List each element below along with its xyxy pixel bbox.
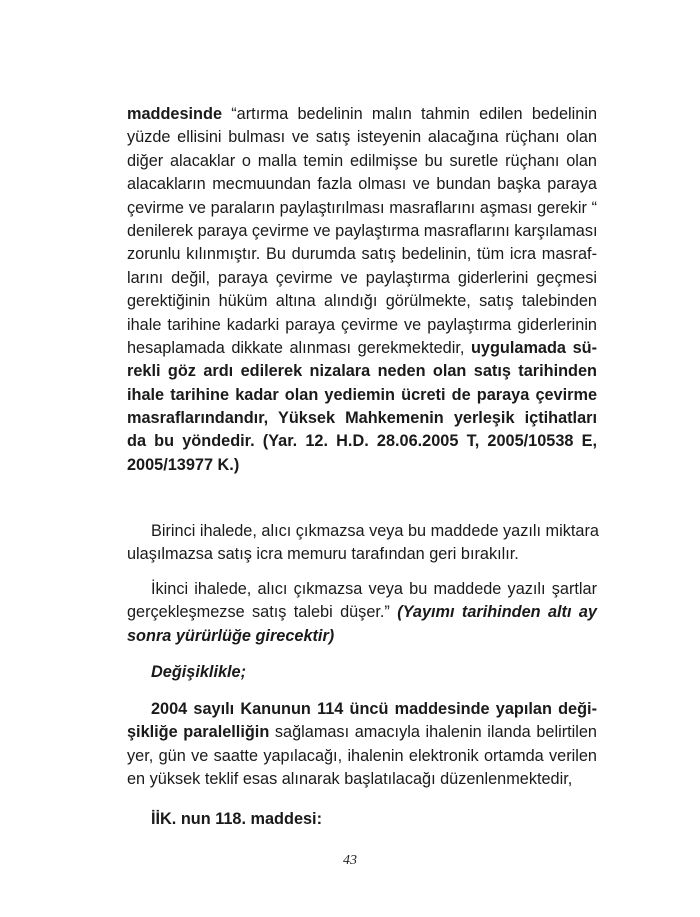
text-line bbox=[127, 601, 597, 624]
text-line bbox=[127, 384, 597, 407]
emphasized-text: (Yayımı tarihinden altı ay bbox=[397, 603, 597, 622]
emphasized-text: sonra yürürlüğe girecektir) bbox=[127, 626, 335, 645]
emphasized-text: 2004 sayılı Kanunun 114 üncü maddesinde yapılan deği- bbox=[151, 700, 597, 718]
text-line bbox=[127, 808, 597, 831]
body-text: yer, gün ve saatte yapılacağı, ihalenin elektronik ortamda verilen bbox=[127, 746, 597, 765]
text-line bbox=[127, 661, 597, 684]
body-text: hesaplamada dikkate alınması gerekmektedir, bbox=[127, 338, 471, 357]
body-text: “artırma bedelinin malın tahmin edilen bedelinin bbox=[222, 105, 597, 123]
body-text: denilerek paraya çevirme ve paylaştırma masraflarını karşılaması bbox=[127, 221, 598, 240]
body-text: larını değil, paraya çevirme ve paylaştırma giderlerini geçmesi bbox=[127, 268, 597, 287]
text-line bbox=[127, 314, 597, 337]
paragraph-2004-kanun bbox=[127, 698, 597, 792]
section-heading-iik-118 bbox=[127, 808, 597, 831]
body-text: ulaşılmazsa satış icra memuru tarafından geri bırakılır. bbox=[127, 545, 519, 564]
emphasized-text: masraflarındandır, Yüksek Mahkemenin yerleşik içtihatları bbox=[127, 409, 597, 428]
text-line bbox=[127, 220, 597, 243]
emphasized-text: şikliğe paralelliğin bbox=[127, 723, 270, 742]
paragraph-degisiklikle bbox=[127, 661, 597, 684]
emphasized-text: ihale tarihine kadar olan yediemin ücreti de paraya çevirme bbox=[127, 385, 597, 404]
body-text: çevirme ve paraların paylaştırılması masraflarını aşması gerekir “ bbox=[127, 198, 597, 217]
body-text: alacakların mecmuundan fazla olması ve bundan başka paraya bbox=[127, 175, 597, 194]
text-line bbox=[127, 197, 597, 220]
text-line bbox=[127, 267, 597, 290]
text-line bbox=[127, 360, 597, 383]
text-line bbox=[127, 290, 597, 313]
emphasized-text: rekli göz ardı edilerek nizalara neden olan satış tarihinden bbox=[127, 362, 597, 381]
emphasized-text: 2005/13977 K.) bbox=[127, 455, 240, 474]
body-text: İkinci ihalede, alıcı çıkmazsa veya bu maddede yazılı şartlar bbox=[151, 580, 597, 598]
text-line bbox=[127, 103, 597, 126]
text-line bbox=[127, 768, 597, 791]
body-text: diğer alacaklar o malla temin edilmişse bu suretle rüçhanı olan bbox=[127, 151, 597, 170]
paragraph-ikinci-ihale bbox=[127, 578, 597, 648]
text-line bbox=[127, 578, 597, 601]
page-number: 43 bbox=[343, 853, 357, 868]
paragraph-birinci-ihale bbox=[127, 520, 597, 567]
text-line bbox=[127, 543, 597, 566]
body-text: ihale tarihine kadarki paraya çevirme ve paylaştırma giderlerinin bbox=[127, 315, 597, 334]
emphasized-text: maddesinde bbox=[127, 105, 223, 123]
text-line bbox=[127, 721, 597, 744]
body-text: gerektiğinin hüküm altına alındığı görülmekte, satış talebinden bbox=[127, 292, 597, 311]
text-line bbox=[127, 520, 597, 543]
body-text: zorunlu kılınmıştır. Bu durumda satış bedelinin, tüm icra masraf- bbox=[127, 245, 597, 264]
text-line bbox=[127, 243, 597, 266]
text-line bbox=[127, 126, 597, 149]
body-text: sağlaması amacıyla ihalenin ilanda belirtilen bbox=[269, 723, 597, 742]
text-line bbox=[127, 698, 597, 721]
emphasized-text: İİK. nun 118. maddesi: bbox=[151, 810, 323, 828]
text-line bbox=[127, 150, 597, 173]
text-line bbox=[127, 454, 597, 477]
emphasized-text: Değişiklikle; bbox=[151, 663, 247, 681]
body-text: Birinci ihalede, alıcı çıkmazsa veya bu maddede yazılı miktara bbox=[151, 522, 599, 540]
text-line bbox=[127, 337, 597, 360]
emphasized-text: da bu yöndedir. (Yar. 12. H.D. 28.06.2005 T, 2005/10538 E, bbox=[127, 432, 597, 451]
text-line bbox=[127, 745, 597, 768]
body-text: yüzde ellisini bulması ve satış isteyenin alacağına rüçhanı olan bbox=[127, 128, 597, 147]
text-line bbox=[127, 173, 597, 196]
paragraph-yargitay-quote bbox=[127, 103, 597, 477]
text-line bbox=[127, 625, 597, 648]
body-text: en yüksek teklif esas alınarak başlatılacağı düzenlenmektedir, bbox=[127, 770, 573, 789]
emphasized-text: uygulamada sü- bbox=[470, 338, 597, 357]
text-line bbox=[127, 430, 597, 453]
text-line bbox=[127, 407, 597, 430]
body-text: gerçekleşmezse satış talebi düşer.” bbox=[127, 603, 398, 622]
